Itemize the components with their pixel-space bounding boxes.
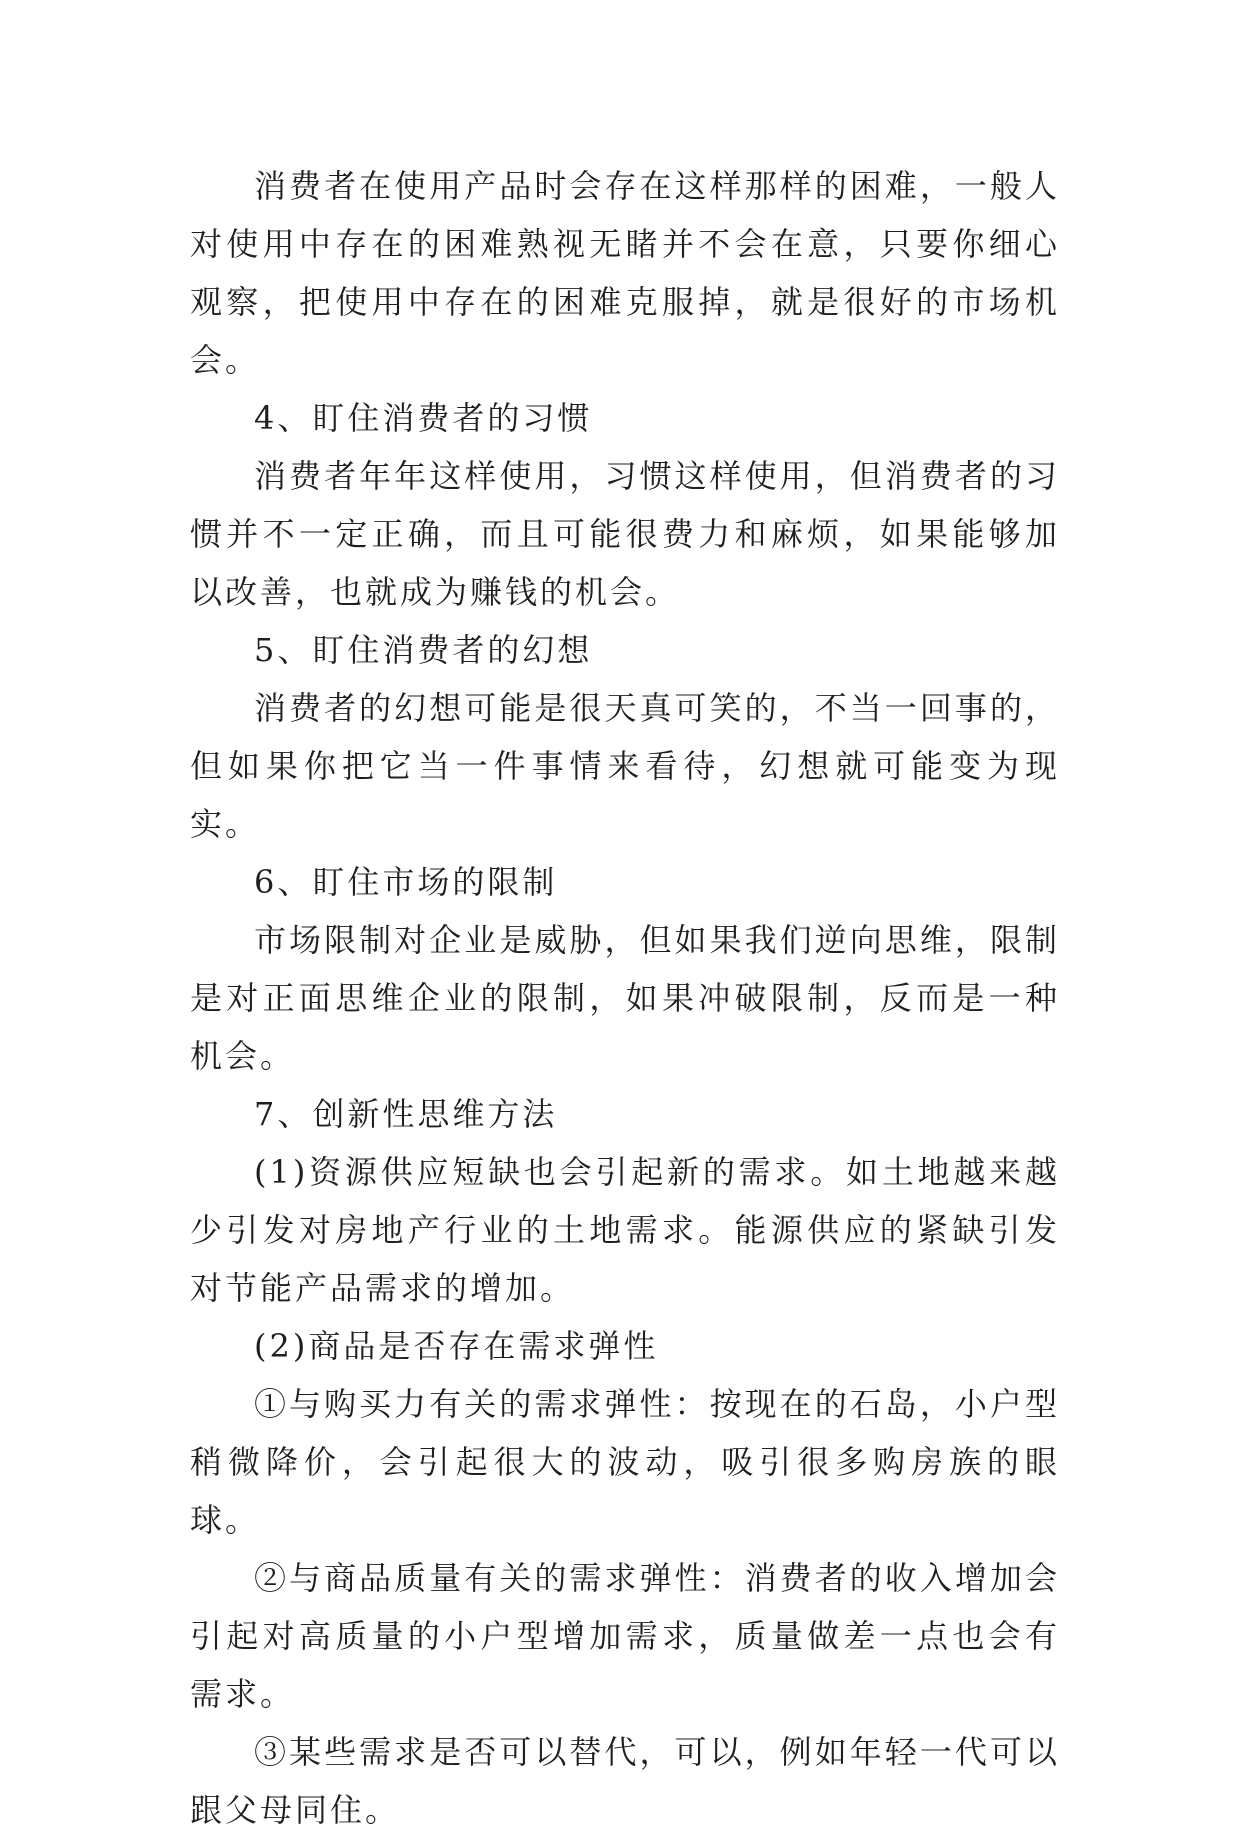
heading-habits: 4、盯住消费者的习惯: [254, 399, 593, 437]
heading-fantasy: 5、盯住消费者的幻想: [254, 631, 593, 669]
heading-innovative-thinking: 7、创新性思维方法: [254, 1095, 558, 1133]
paragraph-market-limits: 市场限制对企业是威胁，但如果我们逆向思维，限制是对正面思维企业的限制，如果冲破限制，反而是一种机会。: [190, 921, 1060, 1075]
item-purchasing-power-elasticity: ①与购买力有关的需求弹性：按现在的石岛，小户型稍微降价，会引起很大的波动，吸引很多购房族的眼球。: [190, 1385, 1060, 1539]
paragraph-difficulty: 消费者在使用产品时会存在这样那样的困难，一般人对使用中存在的困难熟视无睹并不会在意，只要你细心观察，把使用中存在的困难克服掉，就是很好的市场机会。: [190, 167, 1060, 379]
document-body: [190, 157, 1060, 1839]
heading-demand-elasticity: (2)商品是否存在需求弹性: [254, 1327, 659, 1365]
item-substitution: ③某些需求是否可以替代，可以，例如年轻一代可以跟父母同住。: [190, 1733, 1060, 1829]
paragraph-habits: 消费者年年这样使用，习惯这样使用，但消费者的习惯并不一定正确，而且可能很费力和麻烦，如果能够加以改善，也就成为赚钱的机会。: [190, 457, 1060, 611]
item-quality-elasticity: ②与商品质量有关的需求弹性：消费者的收入增加会引起对高质量的小户型增加需求，质量做差一点也会有需求。: [190, 1559, 1060, 1713]
heading-market-limits: 6、盯住市场的限制: [254, 863, 558, 901]
item-resource-shortage: (1)资源供应短缺也会引起新的需求。如土地越来越少引发对房地产行业的土地需求。能源供应的紧缺引发对节能产品需求的增加。: [190, 1153, 1060, 1307]
paragraph-fantasy: 消费者的幻想可能是很天真可笑的，不当一回事的，但如果你把它当一件事情来看待，幻想就可能变为现实。: [190, 689, 1060, 843]
